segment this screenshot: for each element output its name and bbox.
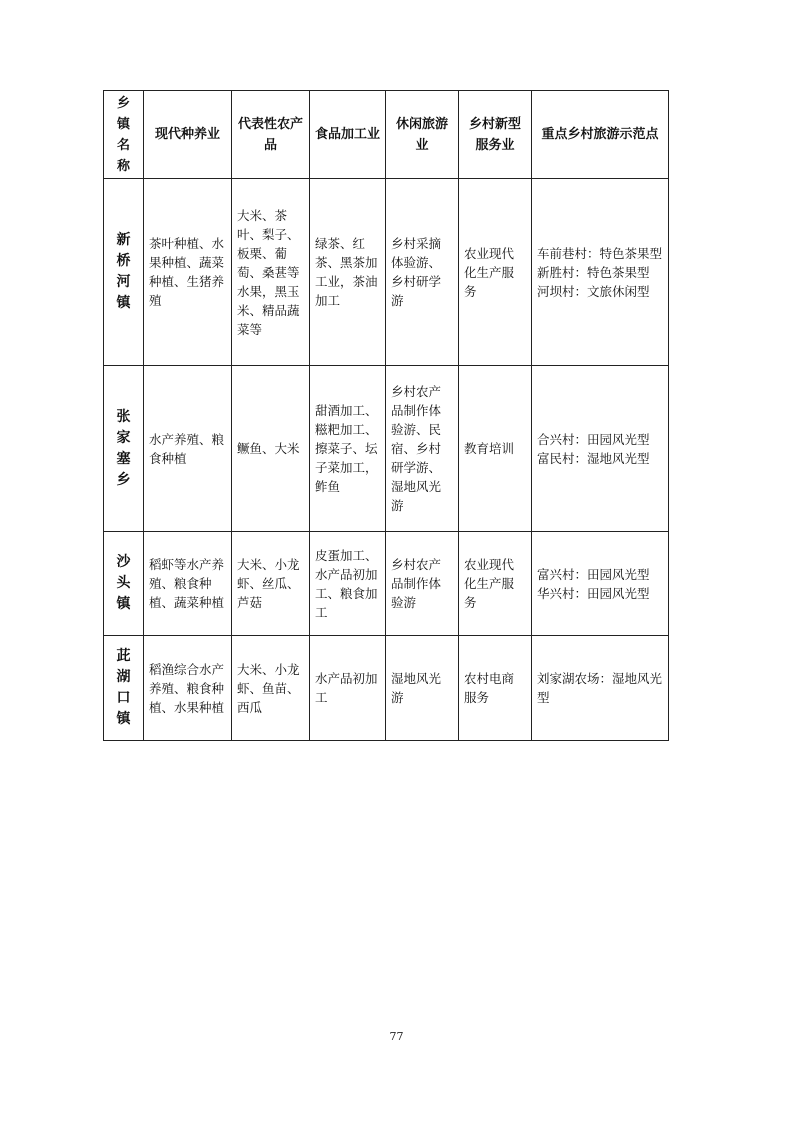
services-cell: 教育培训 [459,366,532,532]
products-cell: 大米、小龙虾、丝瓜、芦菇 [232,532,310,636]
processing-cell: 绿茶、红茶、黑茶加工业，茶油加工 [310,179,386,366]
products-cell: 鳜鱼、大米 [232,366,310,532]
demo-cell: 车前巷村：特色茶果型 新胜村：特色茶果型 河坝村：文旅休闲型 [532,179,669,366]
farming-cell: 稻渔综合水产养殖、粮食种植、水果种植 [144,636,232,741]
town-cell: 新桥河镇 [104,179,144,366]
table-row [104,636,669,741]
table-row [104,532,669,636]
table-row [104,179,669,366]
products-cell: 大米、小龙虾、鱼苗、西瓜 [232,636,310,741]
tourism-cell: 湿地风光游 [386,636,459,741]
header-products: 代表性农产品 [232,91,310,179]
header-processing: 食品加工业 [310,91,386,179]
services-cell: 农业现代化生产服务 [459,532,532,636]
processing-cell: 水产品初加工 [310,636,386,741]
header-town: 乡镇名称 [104,91,144,179]
town-cell: 沙头镇 [104,532,144,636]
demo-cell: 刘家湖农场：湿地风光型 [532,636,669,741]
page-number: 77 [389,1030,404,1043]
tourism-cell: 乡村采摘体验游、乡村研学游 [386,179,459,366]
tourism-cell: 乡村农产品制作体验游、民宿、乡村研学游、湿地风光游 [386,366,459,532]
header-tourism: 休闲旅游业 [386,91,459,179]
header-services: 乡村新型服务业 [459,91,532,179]
farming-cell: 水产养殖、粮食种植 [144,366,232,532]
farming-cell: 稻虾等水产养殖、粮食种植、蔬菜种植 [144,532,232,636]
processing-cell: 甜酒加工、糍粑加工、擦菜子、坛子菜加工，鲊鱼 [310,366,386,532]
tourism-cell: 乡村农产品制作体验游 [386,532,459,636]
farming-cell: 茶叶种植、水果种植、蔬菜种植、生猪养殖 [144,179,232,366]
processing-cell: 皮蛋加工、水产品初加工、粮食加工 [310,532,386,636]
town-cell: 张家塞乡 [104,366,144,532]
table-row [104,366,669,532]
header-farming: 现代种养业 [144,91,232,179]
services-cell: 农村电商服务 [459,636,532,741]
header-demo: 重点乡村旅游示范点 [532,91,669,179]
town-cell: 茈湖口镇 [104,636,144,741]
demo-cell: 合兴村：田园风光型 富民村：湿地风光型 [532,366,669,532]
products-cell: 大米、茶叶、梨子、板栗、葡萄、桑葚等水果，黑玉米、精品蔬菜等 [232,179,310,366]
table-header-row [104,91,669,179]
services-cell: 农业现代化生产服务 [459,179,532,366]
rural-industry-table [103,90,669,741]
demo-cell: 富兴村：田园风光型 华兴村：田园风光型 [532,532,669,636]
